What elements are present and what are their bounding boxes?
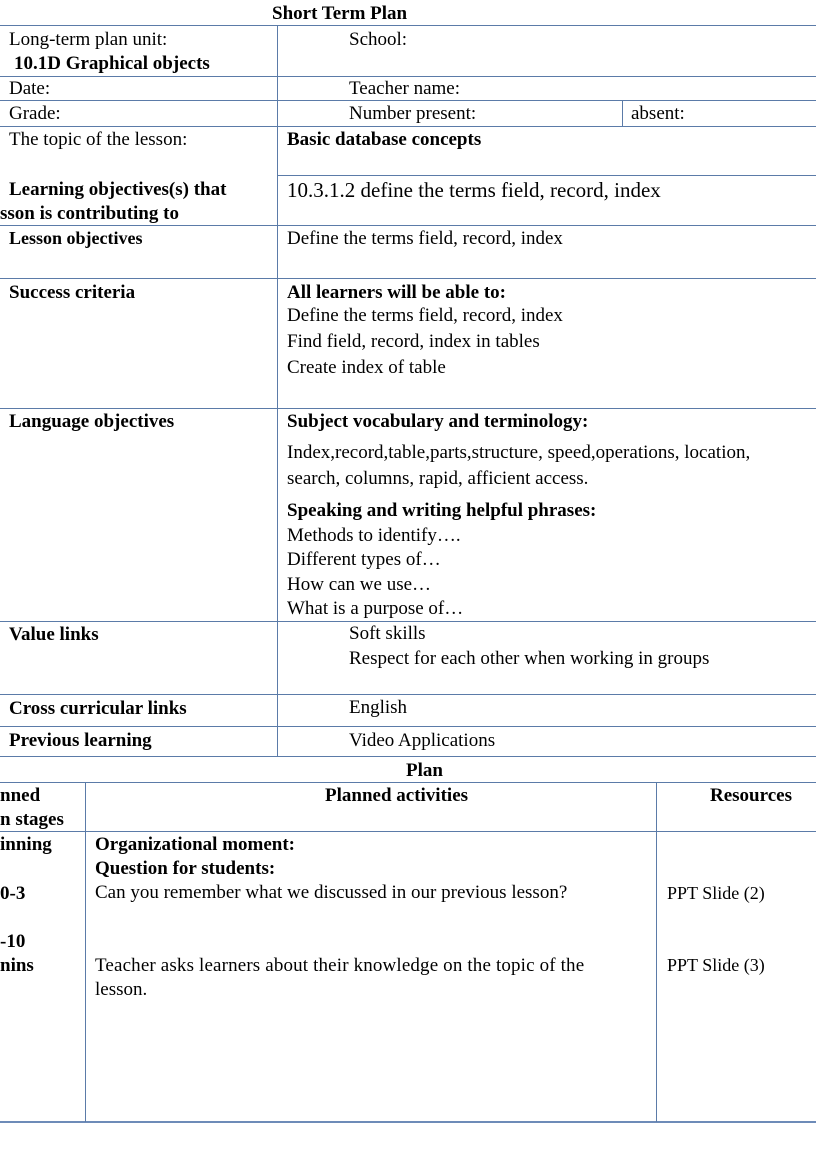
topic-value: Basic database concepts (287, 129, 482, 150)
row-divider (0, 756, 816, 757)
present-label: Number present: (349, 103, 477, 124)
resource-item: PPT Slide (3) (667, 955, 765, 975)
language-objectives-label: Language objectives (9, 411, 175, 432)
success-item: Create index of table (287, 357, 446, 378)
row-divider (0, 621, 816, 622)
row-divider (0, 408, 816, 409)
phrase-item: How can we use… (287, 574, 432, 595)
stage-time-unit: nins (0, 955, 34, 976)
vocabulary-heading: Subject vocabulary and terminology: (287, 411, 589, 432)
success-criteria-label: Success criteria (9, 282, 136, 303)
phrase-item: What is a purpose of… (287, 598, 464, 619)
unit-label: Long-term plan unit: (9, 29, 168, 50)
plan-column-divider (85, 782, 86, 1122)
question-heading: Question for students: (95, 858, 276, 879)
value-links-line: Respect for each other when working in groups (349, 648, 710, 669)
success-item: Find field, record, index in tables (287, 331, 540, 352)
previous-learning-value: Video Applications (349, 730, 496, 751)
plan-column-divider (656, 782, 657, 1122)
plan-border-bottom (0, 1121, 816, 1123)
plan-title: Plan (406, 760, 443, 781)
phrase-item: Methods to identify…. (287, 525, 461, 546)
row-divider (0, 100, 816, 101)
resources-header: Resources (710, 785, 792, 806)
success-item: Define the terms field, record, index (287, 305, 563, 326)
planned-stages-header-cont: n stages (0, 809, 64, 830)
row-divider (0, 126, 816, 127)
value-links-line: Soft skills (349, 623, 426, 644)
cross-curricular-value: English (349, 697, 408, 718)
stage-time: 0-3 (0, 883, 26, 904)
planned-activities-header: Planned activities (325, 785, 469, 806)
grade-label: Grade: (9, 103, 61, 124)
column-divider (622, 100, 623, 126)
learning-objectives-label-cont: sson is contributing to (0, 203, 179, 224)
vocabulary-line: search, columns, rapid, afficient access. (287, 468, 589, 489)
success-criteria-heading: All learners will be able to: (287, 282, 506, 303)
lesson-objectives-value: Define the terms field, record, index (287, 228, 563, 249)
resource-item: PPT Slide (2) (667, 883, 765, 903)
vocabulary-line: Index,record,table,parts,structure, speed,operations, location, (287, 442, 751, 463)
school-label: School: (349, 29, 408, 50)
stage-label: inning (0, 834, 52, 855)
question-text: Can you remember what we discussed in our previous lesson? (95, 882, 568, 903)
learning-objectives-label: Learning objectives(s) that (9, 179, 227, 200)
column-divider (277, 25, 278, 756)
table-border-top (0, 25, 816, 26)
stage-time: -10 (0, 931, 26, 952)
planned-stages-header: nned (0, 785, 41, 806)
unit-value: 10.1D Graphical objects (14, 53, 210, 74)
row-divider (0, 726, 816, 727)
teacher-label: Teacher name: (349, 78, 461, 99)
row-divider (0, 278, 816, 279)
date-label: Date: (9, 78, 51, 99)
row-divider (0, 225, 816, 226)
activity-text: Teacher asks learners about their knowledge on the topic of the (95, 955, 585, 976)
row-divider (0, 694, 816, 695)
phrase-item: Different types of… (287, 549, 441, 570)
learning-objectives-value: 10.3.1.2 define the terms field, record, index (287, 178, 661, 202)
page-title: Short Term Plan (272, 3, 408, 24)
phrases-heading: Speaking and writing helpful phrases: (287, 500, 597, 521)
row-divider (277, 175, 816, 176)
value-links-label: Value links (9, 624, 99, 645)
lesson-objectives-label: Lesson objectives (9, 228, 143, 248)
absent-label: absent: (631, 103, 685, 124)
plan-border-top (0, 782, 816, 783)
topic-label: The topic of the lesson: (9, 129, 188, 150)
previous-learning-label: Previous learning (9, 730, 152, 751)
cross-curricular-label: Cross curricular links (9, 698, 187, 719)
row-divider (0, 76, 816, 77)
activity-text-cont: lesson. (95, 979, 148, 1000)
plan-header-divider (0, 831, 816, 832)
organizational-moment: Organizational moment: (95, 834, 296, 855)
